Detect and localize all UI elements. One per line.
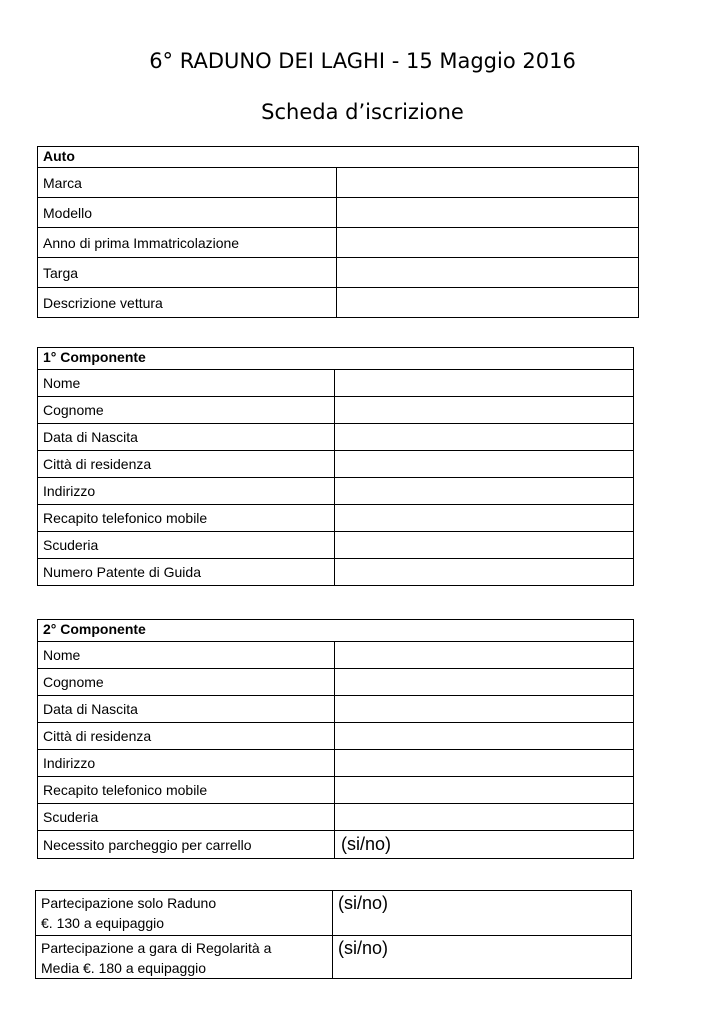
raduno-label xyxy=(36,891,333,936)
component2-table xyxy=(37,619,634,859)
field-label: Cognome xyxy=(38,669,335,696)
field-value[interactable] xyxy=(335,669,634,696)
gara-label xyxy=(36,936,333,979)
field-value[interactable] xyxy=(335,642,634,669)
field-label: Città di residenza xyxy=(38,451,335,478)
field-value[interactable] xyxy=(335,804,634,831)
field-label: Marca xyxy=(38,168,337,198)
page-subtitle: Scheda d’iscrizione xyxy=(261,100,464,124)
field-value[interactable] xyxy=(335,370,634,397)
auto-table xyxy=(37,146,639,318)
field-label: Indirizzo xyxy=(38,478,335,505)
field-value[interactable] xyxy=(335,777,634,804)
field-value[interactable] xyxy=(335,397,634,424)
field-label: Numero Patente di Guida xyxy=(38,559,335,586)
raduno-label-line2: €. 130 a equipaggio xyxy=(41,915,164,931)
field-label: Scuderia xyxy=(38,804,335,831)
component1-table xyxy=(37,347,634,586)
field-label: Descrizione vettura xyxy=(38,288,337,318)
field-label: Targa xyxy=(38,258,337,288)
field-value[interactable] xyxy=(335,451,634,478)
field-value[interactable] xyxy=(335,696,634,723)
field-label: Recapito telefonico mobile xyxy=(38,777,335,804)
field-label: Necessito parcheggio per carrello xyxy=(38,831,335,859)
field-value[interactable] xyxy=(337,168,639,198)
field-value[interactable] xyxy=(335,505,634,532)
field-label: Data di Nascita xyxy=(38,424,335,451)
field-label: Modello xyxy=(38,198,337,228)
field-value[interactable] xyxy=(335,723,634,750)
component2-header: 2° Componente xyxy=(38,620,634,642)
field-value[interactable] xyxy=(335,559,634,586)
field-label: Scuderia xyxy=(38,532,335,559)
participation-table xyxy=(35,890,632,979)
field-label: Indirizzo xyxy=(38,750,335,777)
field-value[interactable] xyxy=(335,424,634,451)
field-value[interactable] xyxy=(335,750,634,777)
page-title: 6° RADUNO DEI LAGHI - 15 Maggio 2016 xyxy=(149,49,576,73)
field-label: Anno di prima Immatricolazione xyxy=(38,228,337,258)
field-label: Nome xyxy=(38,642,335,669)
field-value[interactable] xyxy=(337,198,639,228)
gara-label-line2: Media €. 180 a equipaggio xyxy=(41,960,207,976)
component1-header: 1° Componente xyxy=(38,348,634,370)
gara-value[interactable]: (si/no) xyxy=(333,936,632,979)
field-value[interactable] xyxy=(337,228,639,258)
gara-label-line1: Partecipazione a gara di Regolarità a xyxy=(41,940,272,956)
field-label: Cognome xyxy=(38,397,335,424)
field-value[interactable] xyxy=(335,532,634,559)
field-label: Data di Nascita xyxy=(38,696,335,723)
field-value[interactable] xyxy=(337,288,639,318)
field-label: Recapito telefonico mobile xyxy=(38,505,335,532)
raduno-value[interactable]: (si/no) xyxy=(333,891,632,936)
field-label: Città di residenza xyxy=(38,723,335,750)
field-value[interactable] xyxy=(337,258,639,288)
auto-header: Auto xyxy=(38,147,639,168)
field-label: Nome xyxy=(38,370,335,397)
raduno-label-line1: Partecipazione solo Raduno xyxy=(41,895,217,911)
parking-value[interactable]: (si/no) xyxy=(335,831,634,859)
field-value[interactable] xyxy=(335,478,634,505)
